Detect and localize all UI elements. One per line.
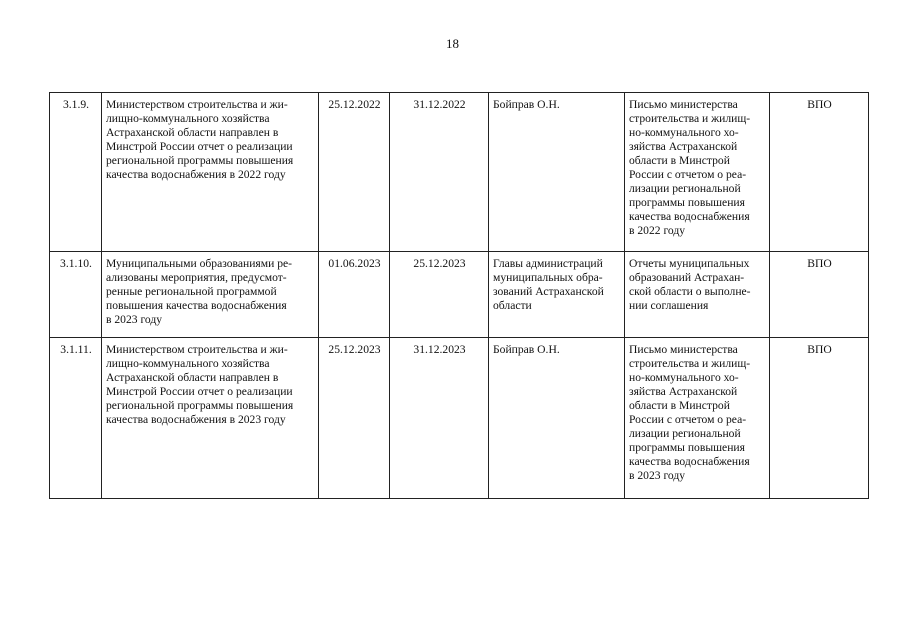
start-date: 25.12.2023 (319, 338, 390, 499)
table-row (50, 252, 869, 338)
event-description: Министерством строительства и жи- лищно-коммунального хозяйства Астраханской области направлен в Минстрой России отчет о реализации региональной программы повышения качества водоснабжения в 2022 году (102, 93, 319, 252)
document-type: ВПО (770, 93, 869, 252)
event-description: Министерством строительства и жи- лищно-коммунального хозяйства Астраханской области направлен в Минстрой России отчет о реализации региональной программы повышения качества водоснабжения в 2023 году (102, 338, 319, 499)
table-row (50, 338, 869, 499)
event-description: Муниципальными образованиями ре- ализованы мероприятия, предусмот- ренные региональной программой повышения качества водоснабжения в 2023 году (102, 252, 319, 338)
document-type: ВПО (770, 252, 869, 338)
page-number: 18 (446, 36, 459, 51)
result-document: Письмо министерства строительства и жилищ- но-коммунального хо- зяйства Астраханской области в Минстрой России с отчетом о реа- лизации региональной программы повышения качества водоснабжения в 2022 году (625, 93, 770, 252)
plan-table (49, 92, 869, 499)
responsible-person: Главы администраций муниципальных обра- зований Астраханской области (489, 252, 625, 338)
end-date: 25.12.2023 (390, 252, 489, 338)
end-date: 31.12.2023 (390, 338, 489, 499)
result-document: Отчеты муниципальных образований Астрахан- ской области о выполне- нии соглашения (625, 252, 770, 338)
start-date: 25.12.2022 (319, 93, 390, 252)
result-document: Письмо министерства строительства и жилищ- но-коммунального хо- зяйства Астраханской области в Минстрой России с отчетом о реа- лизации региональной программы повышения качества водоснабжения в 2023 году (625, 338, 770, 499)
row-number: 3.1.9. (50, 93, 102, 252)
start-date: 01.06.2023 (319, 252, 390, 338)
responsible-person: Бойправ О.Н. (489, 338, 625, 499)
document-type: ВПО (770, 338, 869, 499)
row-number: 3.1.11. (50, 338, 102, 499)
end-date: 31.12.2022 (390, 93, 489, 252)
row-number: 3.1.10. (50, 252, 102, 338)
table-row (50, 93, 869, 252)
responsible-person: Бойправ О.Н. (489, 93, 625, 252)
